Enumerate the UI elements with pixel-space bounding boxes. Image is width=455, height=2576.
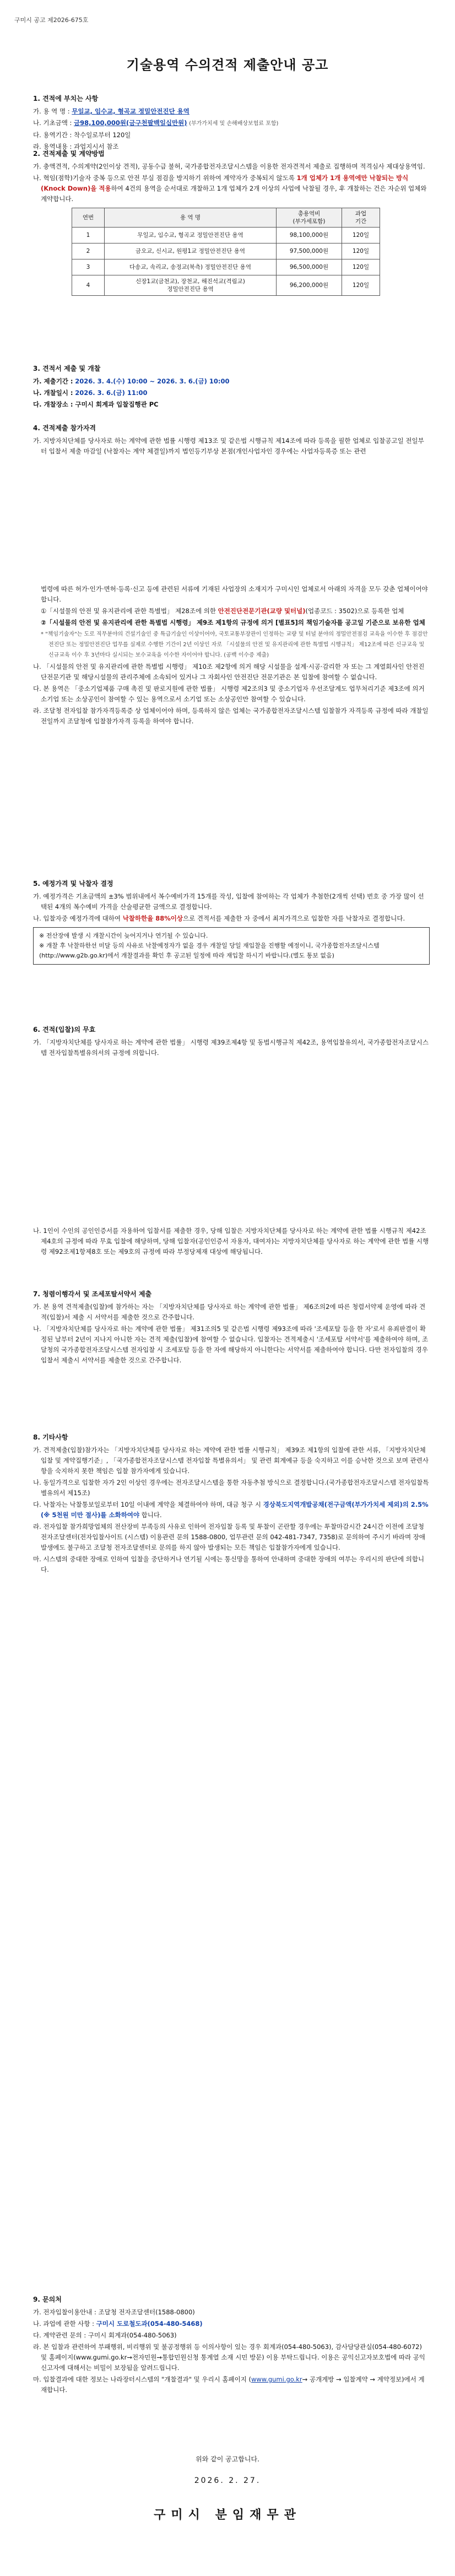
paragraph: 나. 「시설물의 안전 및 유지관리에 관한 특별법 시행령」 제10조 제2항에 의거 해당 시설물을 설계·시공·감리한 자 또는 그 계열회사인 안전진단전문기관 및 해당시설물의 관리주체에 소속되어 있거나 그 자회사인 안전진단 전문기관은 본 입찰에 참여할 수 없습니다. (33, 663, 425, 681)
project-table (72, 208, 380, 296)
knockdown-highlight: 1개 업체가 1개 용역에만 낙찰되는 방식(Knock Down)을 적용 (41, 174, 409, 192)
section-heading: 7. 청렴이행각서 및 조세포탈서약서 제출 (33, 1290, 152, 1298)
section-heading: 5. 예정가격 및 낙찰자 결정 (33, 880, 113, 887)
notice-date: 2026. 2. 27. (194, 2476, 261, 2485)
base-price: 나. 기초금액 : 금98,100,000원(금구천팔백일십만원) (부가가치세 및 손해배상보험료 포함) (33, 119, 279, 127)
paragraph: 나. 동일가격으로 입찰한 자가 2인 이상인 경우에는 전자조달시스템을 통한 자동추첨 방식으로 결정합니다.(국가종합전자조달시스템 전자입찰특별유의서 제15조) (33, 1479, 429, 1497)
column-header: 총용역비 (부가세포함) (277, 208, 342, 228)
section-heading: 2. 견적제출 및 계약방법 (33, 150, 105, 158)
section-4-continued (33, 584, 430, 728)
note: ※ 전산장애 발생 시 개찰시간이 늦어지거나 연기될 수 있습니다. (39, 932, 208, 939)
section-5 (33, 879, 430, 968)
paragraph: 가. 지방자치단체를 당사자로 하는 계약에 관한 법률 시행령 제13조 및 같은법 시행규칙 제14조에 따라 등록을 필한 업체로 입찰공고일 전일부터 입찰서 제출 마감일 (낙찰자는 계약 체결일)까지 법인등기부상 본점(개인사업자인 경우에는 사업자등록증 또는 관련 (33, 437, 424, 455)
paragraph: 법령에 따른 허가·인가·면허·등록·신고 등에 관련된 서류에 기재된 사업장의 소재지가 구미시인 업체로서 아래의 자격을 모두 갖춘 업체이어야 합니다. (41, 585, 428, 603)
submission-period: 가. 제출기간 : 2026. 3. 4.(수) 10:00 ~ 2026. 3. 6.(금) 10:00 (33, 377, 230, 385)
paragraph: 마. 시스템의 중대한 장애로 인하여 입찰을 중단하거나 연기될 시에는 통신망을 통하여 안내하며 중대한 장애의 여부는 우리시의 판단에 의합니다. (33, 1555, 425, 1573)
bond-highlight: 경상북도지역개발공채(전구금액(부가가치세 제외)의 2.5% (※ 5천원 미만 절사)를 소화하여야 (41, 1501, 429, 1519)
paragraph: 가. 충액견적, 수의계약(2인이상 견적), 공동수급 불허, 국가종합전자조달시스템을 이용한 전자견적서 제출로 집행하며 적격심사 제대상용역임. (33, 163, 425, 170)
qualification-highlight: 안전진단전문기관(교량 및터널) (218, 607, 306, 615)
column-header: 연번 (72, 208, 105, 228)
paragraph: 다. 낙찰자는 낙찰통보일로부터 10일 이내에 계약을 체결하여야 하며, 대금 청구 시 경상북도지역개발공채(전구금액(부가가치세 제외)의 2.5% (※ 5천원 미만 절사)를 소화하여야 합니다. (33, 1501, 429, 1519)
section-1 (33, 94, 430, 153)
service-period: 다. 용역기간 : 착수일로부터 120일 (33, 131, 131, 139)
contact-item: 가. 전자입찰이용안내 : 조달청 전자조달센터(1588-0800) (33, 2308, 195, 2316)
base-price-value: 금98,100,000원(금구천팔백일십만원) (74, 119, 187, 127)
table-row: 1 무일교, 임수교, 형곡교 정밀안전진단 용역 98,100,000원 120일 (72, 228, 380, 243)
paragraph: 가. 「지방자치단체를 당사자로 하는 계약에 관한 법률」 시행령 제39조제4항 및 동법시행규칙 제42조, 용역입찰유의서, 국가종합전자조달시스템 전자입찰특별유의서의 규정에 의합니다. (33, 1038, 429, 1057)
section-heading: 1. 견적에 부치는 사항 (33, 95, 99, 102)
contact-item: 나. 과업에 관한 사항 : 구미시 도로철도과(054-480-5468) (33, 2320, 203, 2328)
paragraph: 가. 예정가격은 기초금액의 ±3% 범위내에서 복수예비가격 15개를 작성, 입찰에 참여하는 각 업체가 추첨한(2개씩 선택) 번호 중 가장 많이 선택된 4개의 복수예비 가격을 산술평균한 금액으로 결정합니다. (33, 892, 424, 911)
column-header: 과업 기간 (342, 208, 380, 228)
contact-item: 다. 계약관련 문의 : 구미시 회계과(054-480-5063) (33, 2331, 177, 2339)
section-8 (33, 1432, 430, 1576)
table-row: 2 금오교, 신시교, 원평1교 정밀안전진단 용역 97,500,000원 120일 (72, 243, 380, 259)
paragraph: 나. 혁임(점학)기술자 중복 등으로 안전 부실 점검을 방지하기 위하여 계약자가 중복되지 않도록 1개 업체가 1개 용역에만 낙찰되는 방식(Knock Down)을 적용하여 4건의 용역을 순서대로 개찰하고 1개 업체가 2개 이상의 사업에 낙찰될 경우, 후 개찰하는 건은 자순위 업체와 계약합니다. (33, 174, 427, 203)
homepage-link[interactable]: www.gumi.go.kr (251, 2375, 302, 2383)
column-header: 용 역 명 (105, 208, 277, 228)
paragraph: 가. 본 용역 견적제출(입찰)에 참가하는 자는 「지방자치단체를 당사자로 하는 계약에 관한 법률」 제6조의2에 따른 청렴서약제 운영에 따라 견적(입찰)서 제출 시 서약서를 제출한 것으로 간주합니다. (33, 1303, 426, 1321)
paragraph: 가. 견적제출(입찰)참가자는 「지방자치단체를 당사자로 하는 계약에 관한 법률 시행규칙」 제39조 제1항의 입찰에 관한 서류, 「지방자치단체입찰 및 계약집행기준」, 「국가종합전자조달시스템 전자입찰 특별유의서」 및 관련 회계예규 등을 숙지하고 이를 승낙한 것으로 보며 관련사항을 숙지하지 못한 책임은 입찰 참가자에게 있습니다. (33, 1446, 429, 1475)
paragraph: 나. 「지방자치단체를 당사자로 하는 계약에 관한 법률」 제31조의5 및 같은법 시행령 제93조에 따라 '조세포탈 등을 한 자'로서 유죄판결이 확정된 날부터 2년이 지나지 아니한 자는 견적 제출(입찰)에 참여할 수 없습니다. 입찰자는 견적제출시 '조세포탈 서약서'를 제출하여야 하며, 조달청의 국가종합전자조달시스템 전자입찰 시 조세포탈 등을 한 자에 해당하지 아니한다는 서약서를 제출하여야 합니다. 다만 전자입찰의 경우 입찰서 제출시 서약서를 제출한 것으로 간주합니다. (33, 1325, 429, 1364)
opening-datetime-value: 2026. 3. 6.(금) 11:00 (75, 389, 148, 397)
page-title: 기술용역 수의견적 제출안내 공고 (126, 57, 329, 73)
opening-place: 다. 개찰장소 : 구미시 회계과 입찰집행관 PC (33, 401, 159, 408)
document-number: 구미시 공고 제2026-675호 (14, 17, 89, 24)
closing-statement: 위와 같이 공고합니다. (196, 2455, 259, 2463)
section-heading: 3. 견적서 제출 및 개찰 (33, 365, 101, 372)
table-header-row (72, 208, 380, 228)
lower-limit-highlight: 낙찰하한율 88%이상 (122, 914, 183, 922)
section-9 (33, 2294, 430, 2396)
section-3 (33, 364, 430, 411)
section-heading: 8. 기타사항 (33, 1433, 68, 1441)
qualification-1: ①「시설물의 안전 및 유지관리에 관한 특별법」 제28조에 의한 안전진단전문기관(교량 및터널)(업종코드 : 3502)으로 등록한 업체 (41, 607, 404, 615)
notice-box (33, 927, 430, 965)
qualification-2: ②「시설물의 안전 및 유지관리에 관한 특별법 시행령」 제9조 제1항의 규정에 의거 [별표5]의 책임기술자를 공고일 기준으로 보유한 업체 (41, 619, 425, 626)
note: ※ 개찰 후 낙찰하한선 미달 등의 사유로 낙찰예정자가 없을 경우 개찰일 당일 재입찰을 진행할 예정이니, 국가종합전자조달시스템(http://www.g2b.go.kr)에서 개찰결과를 확인 후 공고된 일정에 따라 재입찰 하시기 바랍니다.(별도 통보 없음) (39, 942, 380, 959)
service-name: 가. 용 역 명 : 무일교, 임수교, 형곡교 정밀안전진단 용역 (33, 107, 189, 115)
service-name-value: 무일교, 임수교, 형곡교 정밀안전진단 용역 (72, 107, 189, 115)
table-row: 4 신장1교(금천교), 장천교, 해진석교(격림교) 정밀안전진단 용역 96,200,000원 120일 (72, 275, 380, 296)
contact-highlight: 구미시 도로철도과(054-480-5468) (96, 2320, 203, 2328)
service-content: 라. 용역내용 : 과업지시서 참조 (33, 143, 119, 150)
section-4 (33, 423, 430, 458)
submission-period-value: 2026. 3. 4.(수) 10:00 ~ 2026. 3. 6.(금) 10:00 (75, 377, 230, 385)
paragraph: 라. 전자입찰 참가희망업체의 전산장비 부족등의 사유로 인하여 전자입찰 등록 및 투찰이 곤란할 경우에는 투찰마감시간 24시간 이전에 조달청 전자조달센터(전자입찰사이트 (시스템) 이용관련 문의 1588-0800, 업무관련 문의 042-481-7347, 7358)로 문의하여 주시기 바라며 장애발생에도 불구하고 조달청 전자조달센터로 문의를 하지 않아 발생되는 모든 책임은 입찰참가자에게 있습니다. (33, 1523, 426, 1551)
section-6 (33, 1025, 430, 1059)
contact-item: 마. 입찰결과에 대한 정보는 나라장터시스템의 "개찰결과" 및 우리시 홈페이지 (www.gumi.go.kr→ 공개게방 → 입찰계약 → 계약정보)에서 게재합니다. (33, 2375, 425, 2394)
section-7 (33, 1289, 430, 1367)
contact-item: 라. 본 입찰과 관련하여 부패행위, 비리행위 및 불공정행위 등 이의사항이 있는 경우 회계과(054-480-5063), 감사담당관실(054-480-6072) 및 홈페이지(www.gumi.go.kr→전자민원→통합민원신청 통계열 소재 시민 방문) 이용 부탁드립니다. 이용은 공익신고자보호법에 따라 공익신고자에 대해서는 비밀이 보장됨을 알려드립니다. (33, 2343, 425, 2372)
qualification-note: * "책임기술자"는 도로 직무분야의 건설기술인 중 특급기술인 이상이어야, 국토교통부장관이 인정하는 교량 및 터널 분야의 정밀안전점검 교육을 이수한 후 점검안전진단 또는 정밀안전진단 업무를 실제로 수행한 기간이 2년 이상인 자로 「시설물의 안전 및 유지관리에 관한 특별법 시행규칙」 제12조에 따른 신규교육 및 신규교육 이수 후 3년마다 실시되는 보수교육을 이수한 자이어야 합니다. (공백 이수증 제출) (41, 631, 428, 658)
table-row: 3 다송교, 속리교, 송정교(북측) 정밀안전진단 용역 96,500,000원 120일 (72, 259, 380, 275)
section-heading: 9. 문의처 (33, 2296, 62, 2303)
section-heading: 4. 견적제출 참가자격 (33, 424, 96, 432)
section-2 (33, 149, 430, 296)
paragraph: 다. 본 용역은 「중소기업제품 구매 촉진 및 판로지원에 관한 법률」 시행령 제2조의3 및 중소기업자 우선조달계도 업무처리기준 제3조에 의거 소기업 또는 소상공인이 참여할 수 있는 용역으로서 소기업 또는 소상공인만 참여할 수 있습니다. (33, 685, 425, 703)
section-heading: 6. 견적(입찰)의 무효 (33, 1026, 96, 1033)
paragraph: 나. 1인이 수인의 공인인증서를 자용하여 입찰서를 제출한 경우, 당해 입찰은 지방자치단체를 당사자로 하는 계약에 관한 법률 시행규칙 제42조제4호의 규정에 따라 무효 입찰에 해당하며, 당해 입찰자(공인인증서 자용자, 대여자)는 지방자치단체를 당사자로 하는 계약에 관한 법률 시행령 제92조제1항제8호 또는 제9호의 규정에 따라 부정당제재 대상에 해당됩니다. (33, 1227, 429, 1255)
paragraph: 나. 입찰자중 예정가격에 대하여 낙찰하한율 88%이상으로 견적서를 제출한 자 중에서 최저가격으로 입찰한 자를 낙찰자로 결정합니다. (33, 914, 405, 922)
opening-datetime: 나. 개찰일시 : 2026. 3. 6.(금) 11:00 (33, 389, 148, 397)
paragraph: 라. 조달청 전자입찰 참가자격등록증 상 업체이어야 하며, 등록하지 않은 업체는 국가종합전자조달시스템 입찰참가 자격등록 규정에 따라 개찰일 전일까지 조달청에 입찰참가자격 등록을 하여야 합니다. (33, 707, 429, 725)
section-6-continued (33, 1226, 430, 1258)
issuing-organization: 구미시 분임재무관 (154, 2508, 301, 2522)
